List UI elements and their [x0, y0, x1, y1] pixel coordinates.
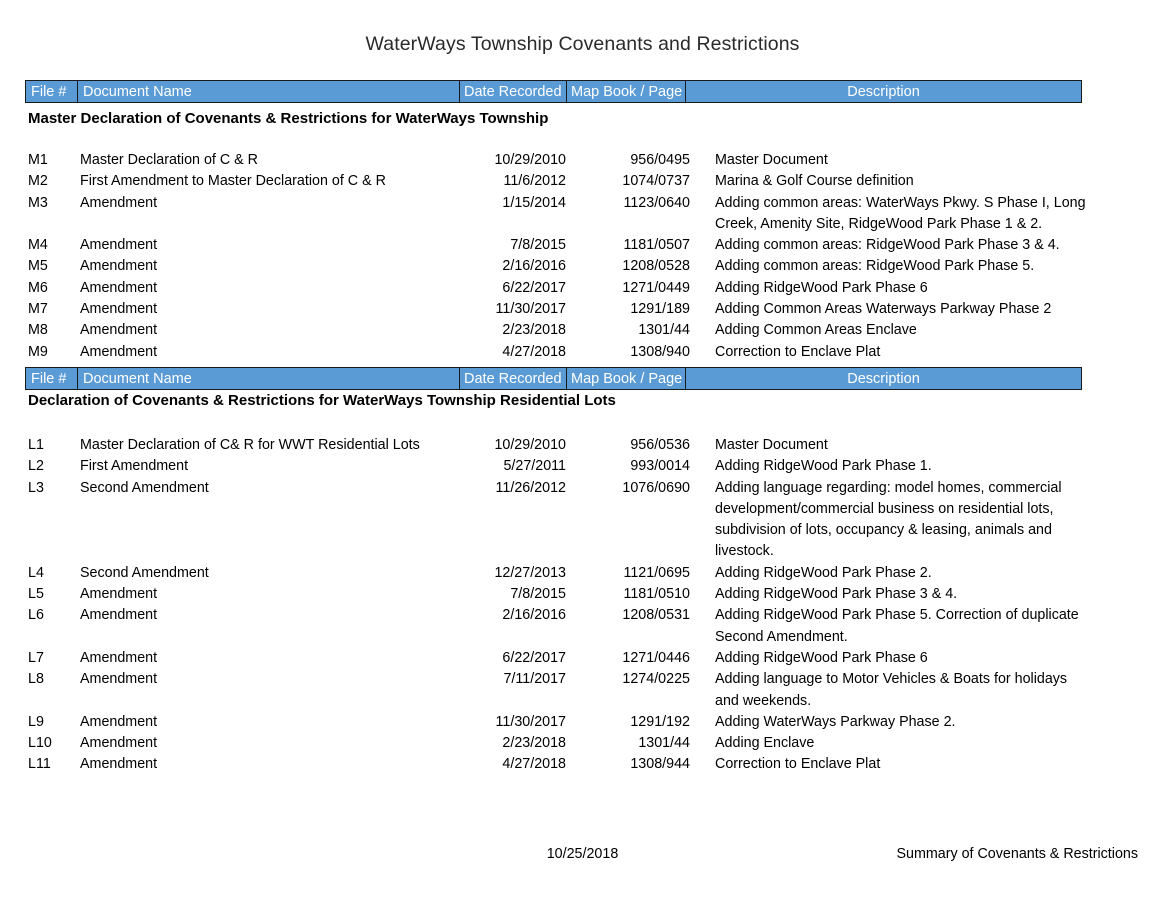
cell-description: Adding language to Motor Vehicles & Boats for holidays	[715, 671, 1068, 688]
cell-description: Adding RidgeWood Park Phase 3 & 4.	[715, 586, 958, 603]
cell-description: Adding language regarding: model homes, commercial	[715, 479, 1062, 496]
table-row	[25, 320, 1082, 341]
column-header-file: File #	[26, 81, 78, 102]
cell-document-name: Master Declaration of C& R for WWT Residential Lots	[80, 437, 420, 453]
cell-document-name: First Amendment to Master Declaration of C & R	[80, 173, 386, 190]
cell-date-recorded: 6/22/2017	[502, 649, 566, 666]
cell-document-name: Amendment	[80, 607, 158, 624]
table-row	[25, 342, 1082, 363]
table-row-continuation	[25, 214, 1082, 235]
cell-file: L6	[28, 607, 44, 624]
cell-file: L10	[28, 735, 52, 752]
table-row	[25, 171, 1082, 192]
section-title-residential: Declaration of Covenants & Restrictions for WaterWays Township Residential Lots	[28, 392, 616, 409]
cell-description: Master Document	[715, 437, 828, 453]
cell-file: M1	[28, 152, 48, 168]
cell-description: Correction to Enclave Plat	[715, 343, 881, 360]
cell-date-recorded: 5/27/2011	[503, 458, 566, 475]
cell-map-book-page: 1274/0225	[622, 671, 690, 688]
cell-document-name: Amendment	[80, 258, 158, 275]
cell-map-book-page: 1291/192	[630, 713, 690, 730]
cell-date-recorded: 11/26/2012	[495, 479, 566, 496]
cell-description: Adding common areas: RidgeWood Park Phase 3 & 4.	[715, 237, 1060, 254]
footer-date: 10/25/2018	[546, 846, 619, 862]
table-row-continuation	[25, 520, 1082, 541]
cell-description: Adding Enclave	[715, 735, 815, 752]
cell-document-name: Amendment	[80, 279, 158, 296]
table-row	[25, 299, 1082, 320]
cell-date-recorded: 4/27/2018	[502, 343, 566, 360]
cell-description: Adding Common Areas Waterways Parkway Phase 2	[715, 301, 1052, 318]
cell-map-book-page: 1074/0737	[622, 173, 690, 190]
cell-file: L9	[28, 713, 44, 730]
cell-document-name: Amendment	[80, 237, 158, 254]
table-row	[25, 150, 1082, 171]
cell-description: Adding WaterWays Parkway Phase 2.	[715, 713, 956, 730]
cell-description-continued: livestock.	[715, 543, 774, 560]
cell-file: M2	[28, 173, 48, 190]
cell-description: Adding RidgeWood Park Phase 5. Correction of duplicate	[715, 607, 1079, 624]
cell-description-continued: Second Amendment.	[715, 628, 848, 645]
cell-date-recorded: 2/23/2018	[502, 735, 566, 752]
column-header-map-book-page: Map Book / Page	[567, 368, 686, 389]
cell-map-book-page: 1301/44	[638, 322, 690, 339]
cell-map-book-page: 993/0014	[630, 458, 690, 475]
cell-description: Correction to Enclave Plat	[715, 756, 881, 773]
cell-description: Adding RidgeWood Park Phase 2.	[715, 564, 932, 581]
cell-map-book-page: 1208/0528	[622, 258, 690, 275]
table-row-continuation	[25, 541, 1082, 562]
cell-description: Adding RidgeWood Park Phase 1.	[715, 458, 932, 475]
cell-map-book-page: 1076/0690	[622, 479, 690, 496]
table-row	[25, 754, 1082, 775]
table-row	[25, 456, 1082, 477]
cell-date-recorded: 11/30/2017	[495, 713, 566, 730]
cell-description-continued: Creek, Amenity Site, RidgeWood Park Phase 1 & 2.	[715, 215, 1043, 232]
cell-map-book-page: 1308/940	[630, 343, 690, 360]
cell-document-name: Amendment	[80, 301, 158, 318]
cell-document-name: Amendment	[80, 649, 158, 666]
cell-file: M9	[28, 343, 48, 360]
column-header-description: Description	[847, 370, 920, 387]
table-row	[25, 193, 1086, 214]
table-row	[25, 584, 1082, 605]
table-row	[25, 669, 1082, 690]
cell-document-name: Amendment	[80, 322, 158, 339]
cell-file: M8	[28, 322, 48, 339]
column-header-date-recorded: Date Recorded	[460, 81, 567, 102]
column-header-document-name: Document Name	[78, 368, 460, 389]
cell-file: L7	[28, 649, 44, 666]
cell-document-name: Amendment	[80, 194, 158, 211]
cell-date-recorded: 11/6/2012	[503, 173, 566, 190]
footer-label: Summary of Covenants & Restrictions	[896, 846, 1138, 862]
table-row	[25, 278, 1082, 299]
table-row	[25, 648, 1082, 669]
cell-description-continued: development/commercial business on residential lots,	[715, 500, 1054, 517]
cell-map-book-page: 1121/0695	[623, 564, 690, 581]
cell-date-recorded: 7/11/2017	[503, 671, 566, 688]
cell-map-book-page: 1208/0531	[622, 607, 690, 624]
cell-document-name: Amendment	[80, 586, 158, 603]
cell-date-recorded: 11/30/2017	[495, 301, 566, 318]
cell-description-continued: subdivision of lots, occupancy & leasing, animals and	[715, 522, 1052, 539]
cell-map-book-page: 1271/0449	[622, 279, 690, 296]
cell-description: Adding common areas: RidgeWood Park Phase 5.	[715, 258, 1035, 275]
cell-document-name: Amendment	[80, 735, 158, 752]
table-header-row-residential	[25, 367, 1082, 390]
table-row	[25, 235, 1082, 256]
cell-description-continued: and weekends.	[715, 692, 812, 709]
table-header-row-master	[25, 80, 1082, 103]
cell-document-name: Second Amendment	[80, 564, 209, 581]
cell-file: L5	[28, 586, 44, 603]
cell-file: M5	[28, 258, 48, 275]
cell-file: M3	[28, 194, 48, 211]
cell-file: L2	[28, 458, 44, 475]
column-header-map-book-page: Map Book / Page	[567, 81, 686, 102]
table-row	[25, 712, 1082, 733]
table-body-residential	[25, 435, 1082, 776]
cell-description: Adding RidgeWood Park Phase 6	[715, 279, 928, 296]
column-header-document-name: Document Name	[78, 81, 460, 102]
cell-map-book-page: 956/0495	[630, 152, 690, 168]
cell-map-book-page: 1123/0640	[623, 194, 690, 211]
cell-document-name: Amendment	[80, 713, 158, 730]
table-row	[25, 256, 1082, 277]
cell-description: Adding common areas: WaterWays Pkwy. S Phase I, Long	[715, 194, 1086, 211]
cell-date-recorded: 7/8/2015	[510, 586, 566, 603]
cell-document-name: Second Amendment	[80, 479, 209, 496]
cell-document-name: First Amendment	[80, 458, 189, 475]
cell-date-recorded: 12/27/2013	[494, 564, 566, 581]
column-header-description: Description	[847, 83, 920, 100]
table-body-master	[25, 150, 1086, 363]
cell-date-recorded: 6/22/2017	[502, 279, 566, 296]
table-row	[25, 605, 1082, 626]
table-row	[25, 478, 1082, 499]
cell-description: Adding RidgeWood Park Phase 6	[715, 649, 928, 666]
table-row-continuation	[25, 627, 1082, 648]
cell-file: L8	[28, 671, 44, 688]
table-row-continuation	[25, 691, 1082, 712]
cell-map-book-page: 1301/44	[638, 735, 690, 752]
cell-date-recorded: 7/8/2015	[510, 237, 566, 254]
cell-file: M4	[28, 237, 48, 254]
cell-map-book-page: 1308/944	[630, 756, 690, 773]
cell-file: M7	[28, 301, 48, 318]
cell-date-recorded: 10/29/2010	[494, 437, 566, 453]
cell-date-recorded: 1/15/2014	[502, 194, 566, 211]
cell-description: Master Document	[715, 152, 828, 168]
cell-file: L4	[28, 564, 44, 581]
cell-document-name: Amendment	[80, 756, 158, 773]
section-title-master: Master Declaration of Covenants & Restrictions for WaterWays Township	[28, 110, 549, 127]
page-title: WaterWays Township Covenants and Restrictions	[365, 33, 800, 55]
cell-map-book-page: 956/0536	[630, 437, 690, 453]
cell-file: L1	[28, 437, 44, 453]
cell-document-name: Amendment	[80, 343, 158, 360]
cell-file: L3	[28, 479, 44, 496]
table-row	[25, 563, 1082, 584]
cell-map-book-page: 1271/0446	[622, 649, 690, 666]
cell-file: L11	[28, 756, 51, 773]
table-row	[25, 435, 1082, 456]
cell-date-recorded: 2/16/2016	[502, 607, 566, 624]
cell-date-recorded: 2/16/2016	[502, 258, 566, 275]
cell-document-name: Amendment	[80, 671, 158, 688]
cell-document-name: Master Declaration of C & R	[80, 152, 258, 168]
cell-date-recorded: 4/27/2018	[502, 756, 566, 773]
cell-map-book-page: 1181/0510	[623, 586, 690, 603]
column-header-date-recorded: Date Recorded	[460, 368, 567, 389]
cell-date-recorded: 2/23/2018	[502, 322, 566, 339]
table-row-continuation	[25, 499, 1082, 520]
cell-map-book-page: 1291/189	[630, 301, 690, 318]
column-header-file: File #	[26, 368, 78, 389]
cell-description: Adding Common Areas Enclave	[715, 322, 917, 339]
cell-date-recorded: 10/29/2010	[494, 152, 566, 168]
cell-file: M6	[28, 279, 48, 296]
table-row	[25, 733, 1082, 754]
cell-description: Marina & Golf Course definition	[715, 173, 914, 190]
cell-map-book-page: 1181/0507	[623, 237, 690, 254]
